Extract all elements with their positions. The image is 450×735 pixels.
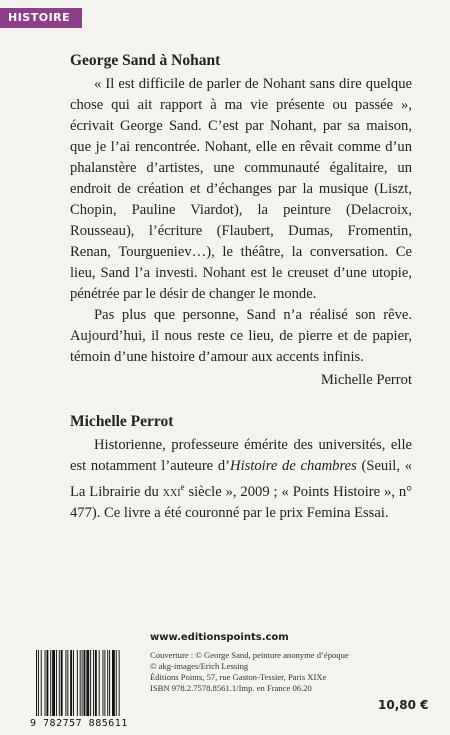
isbn-barcode [30,650,149,732]
section-title-nohant: George Sand à Nohant [70,52,221,69]
blurb-paragraph-2: Pas plus que personne, Sand n’a réalisé son rêve. Aujourd’hui, il nous reste ce lieu, de pierre et de papier, témoin d’une histoire d’amour aux accents infinis. [70,307,412,365]
blurb-paragraph-1: « Il est difficile de parler de Nohant sans dire quelque chose qui ait rapport à ma vie présente ou passée », écrivait George Sand. C’est par Nohant, par sa maison, que je l’ai rencontrée. Nohant, elle en rêvait comme d’un phalanstère d’artistes, une communauté égalitaire, un endroit de création et d’échanges par la musique (Liszt, Chopin, Pauline Viardot), la peinture (Delacroix, Rousseau), l’écriture (Flaubert, Dumas, Fromentin, Renan, Tourgueniev…), le théâtre, la conversation. Ce lieu, Sand l’a investi. Nohant est le creuset d’une utopie, pénétrée par le désir de changer le monde. [70,76,412,302]
credit-line-isbn: ISBN 978.2.7578.8561.1/Imp. en France 06.20 [150,683,312,693]
credit-line-cover: Couverture : © George Sand, peinture anonyme d’époque [150,650,349,660]
credits-block [150,650,360,694]
credit-line-publisher: Éditions Points, 57, rue Gaston-Tessier, Paris XIXe [150,672,327,682]
section-title-author: Michelle Perrot [70,413,174,430]
back-cover-text [70,50,412,524]
blurb-signature: Michelle Perrot [320,372,412,388]
collection-badge: HISTOIRE [0,8,82,28]
price: 10,80 € [378,698,429,712]
bio-book-title: Histoire de chambres [230,458,357,474]
credit-line-photo: © akg-images/Erich Lessing [150,661,249,671]
bio-text-middle: (Seuil, « La Librairie du [70,458,413,500]
bio-century: xxi [162,483,181,500]
bio-text-end: siècle », 2009 ; « Points Histoire », n° 477). Ce livre a été couronné par le prix Femina Essai. [70,483,413,521]
barcode-bars [34,650,149,716]
bio-text-start: Historienne, professeure émérite des universités, elle est notamment l’auteure d’ [70,437,412,474]
bio-century-sup: e [180,482,185,492]
publisher-website: www.editionspoints.com [150,632,289,643]
author-bio [70,435,412,524]
barcode-number: 9 782757 885611 [30,718,128,729]
